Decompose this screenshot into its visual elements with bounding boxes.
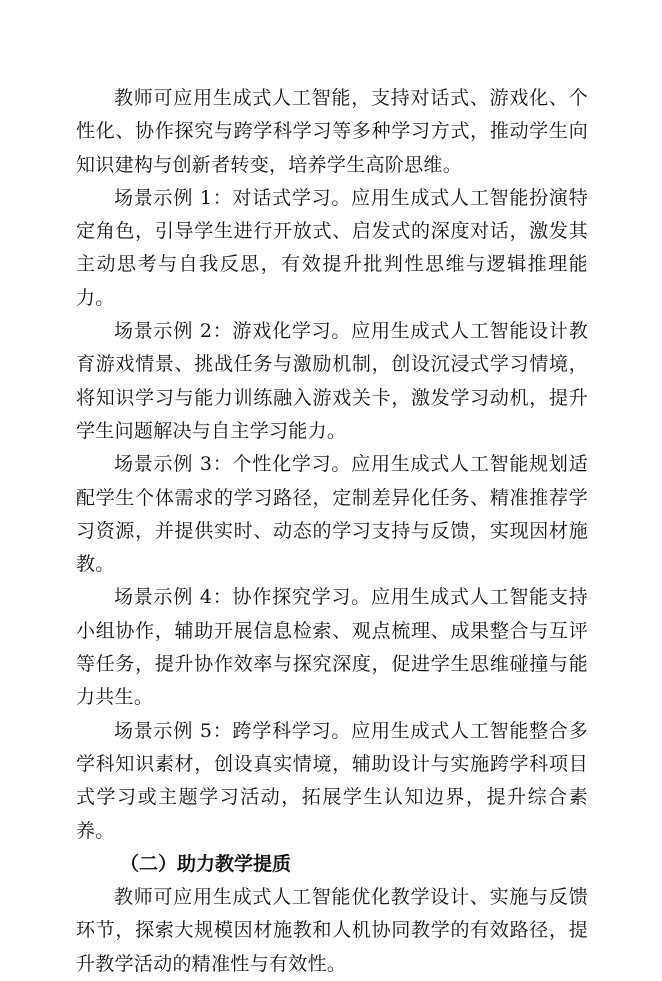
paragraph-scenario-1: 场景示例 1：对话式学习。应用生成式人工智能扮演特定角色，引导学生进行开放式、启发式的深度对话，激发其主动思考与自我反思，有效提升批判性思维与逻辑推理能力。 (76, 186, 588, 309)
paragraph-intro: 教师可应用生成式人工智能，支持对话式、游戏化、个性化、协作探究与跨学科学习等多种学习方式，推动学生向知识建构与创新者转变，培养学生高阶思维。 (76, 87, 588, 176)
paragraph-scenario-5: 场景示例 5：跨学科学习。应用生成式人工智能整合多学科知识素材，创设真实情境，辅助设计与实施跨学科项目式学习或主题学习活动，拓展学生认知边界，提升综合素养。 (76, 719, 588, 842)
paragraph-scenario-2: 场景示例 2：游戏化学习。应用生成式人工智能设计教育游戏情景、挑战任务与激励机制，创设沉浸式学习情境，将知识学习与能力训练融入游戏关卡，激发学习动机，提升学生问题解决与自主学习能力。 (76, 320, 588, 442)
document-body (76, 82, 588, 981)
paragraph-scenario-3: 场景示例 3：个性化学习。应用生成式人工智能规划适配学生个体需求的学习路径，定制差异化任务、精准推荐学习资源，并提供实时、动态的学习支持与反馈，实现因材施教。 (76, 453, 588, 576)
paragraph-scenario-4: 场景示例 4：协作探究学习。应用生成式人工智能支持小组协作，辅助开展信息检索、观点梳理、成果整合与互评等任务，提升协作效率与探究深度，促进学生思维碰撞与能力共生。 (76, 586, 588, 709)
section-heading: （二）助力教学提质 (120, 852, 292, 875)
paragraph-section-intro: 教师可应用生成式人工智能优化教学设计、实施与反馈环节，探索大规模因材施教和人机协同教学的有效路径，提升教学活动的精准性与有效性。 (76, 886, 588, 975)
